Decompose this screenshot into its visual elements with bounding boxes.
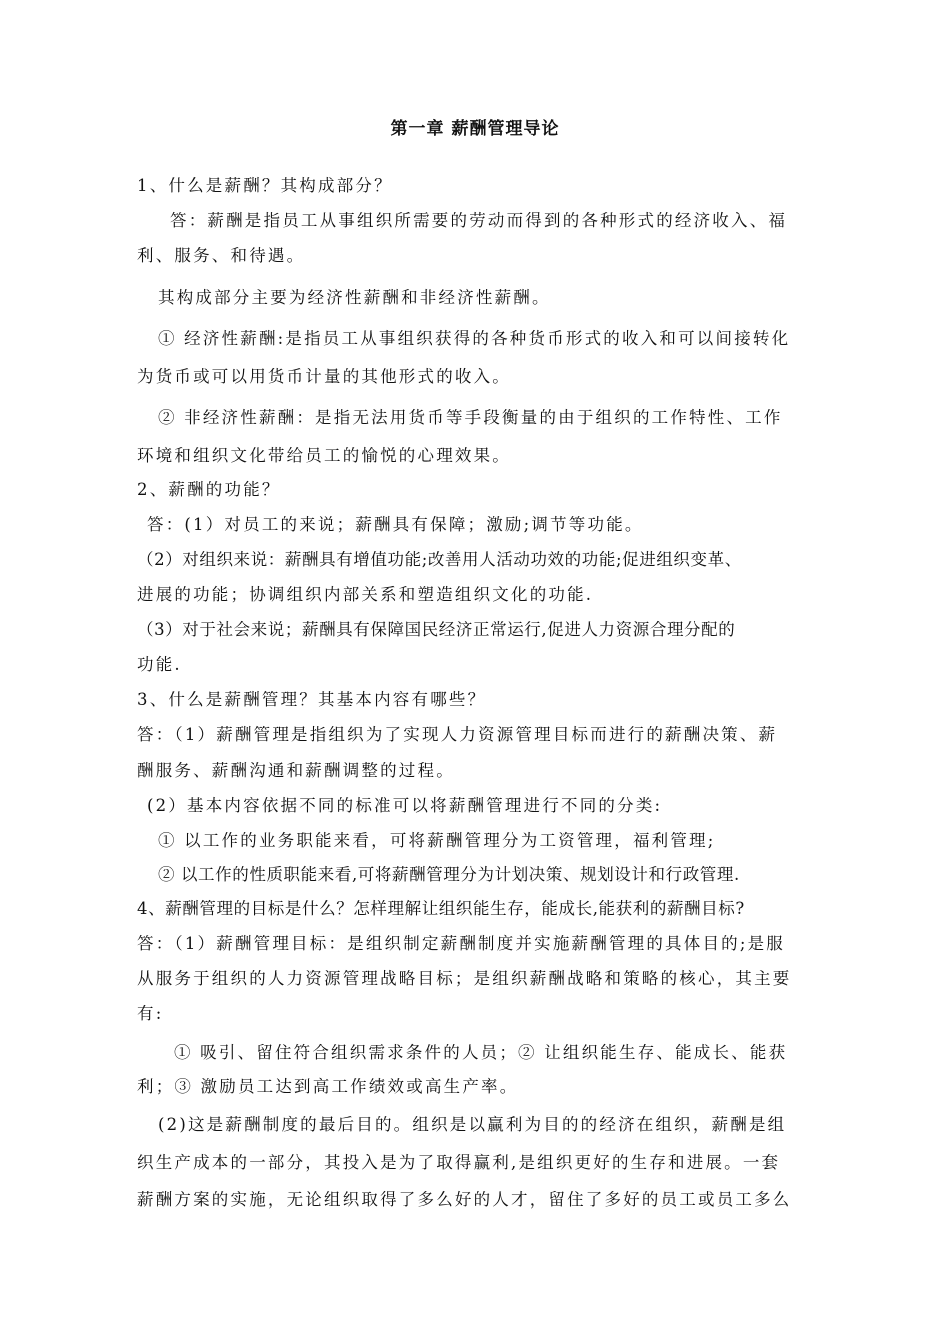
text-line: 进展的功能；协调组织内部关系和塑造组织文化的功能. — [137, 585, 594, 604]
text-line: 3、什么是薪酬管理？其基本内容有哪些？ — [137, 690, 487, 709]
text-line: 从服务于组织的人力资源管理战略目标；是组织薪酬战略和策略的核心，其主要 — [137, 969, 792, 988]
chapter-title: 第一章 薪酬管理导论 — [390, 119, 560, 139]
text-line: ① 以工作的业务职能来看，可将薪酬管理分为工资管理，福利管理; — [158, 831, 716, 850]
text-line: 4、薪酬管理的目标是什么？怎样理解让组织能生存，能成长,能获利的薪酬目标? — [137, 899, 745, 918]
text-line: 利、服务、和待遇。 — [137, 246, 306, 265]
text-line: (2）基本内容依据不同的标准可以将薪酬管理进行不同的分类: — [147, 796, 663, 815]
text-line: ② 非经济性薪酬：是指无法用货币等手段衡量的由于组织的工作特性、工作 — [158, 408, 783, 427]
text-line: 酬服务、薪酬沟通和薪酬调整的过程。 — [137, 761, 455, 780]
text-line: ① 经济性薪酬:是指员工从事组织获得的各种货币形式的收入和可以间接转化 — [158, 329, 791, 348]
text-line: 环境和组织文化带给员工的愉悦的心理效果。 — [137, 446, 511, 465]
text-line: (2)这是薪酬制度的最后目的。组织是以赢利为目的的经济在组织，薪酬是组 — [158, 1115, 787, 1134]
text-line: 答：薪酬是指员工从事组织所需要的劳动而得到的各种形式的经济收入、福 — [170, 211, 788, 230]
text-line: （3）对于社会来说；薪酬具有保障国民经济正常运行,促进人力资源合理分配的 — [137, 620, 736, 639]
text-line: 答：（1）薪酬管理是指组织为了实现人力资源管理目标而进行的薪酬决策、薪 — [137, 725, 778, 744]
text-line: （2）对组织来说：薪酬具有增值功能;改善用人活动功效的功能;促进组织变革、 — [137, 550, 742, 569]
text-line: 1、什么是薪酬？其构成部分？ — [137, 176, 393, 195]
text-line: 织生产成本的一部分，其投入是为了取得赢利,是组织更好的生存和进展。一套 — [137, 1153, 781, 1172]
text-line: 利；③ 激励员工达到高工作绩效或高生产率。 — [137, 1077, 519, 1096]
text-line: 薪酬方案的实施，无论组织取得了多么好的人才，留住了多好的员工或员工多么 — [137, 1190, 792, 1209]
text-line: 为货币或可以用货币计量的其他形式的收入。 — [137, 367, 511, 386]
text-line: 功能. — [137, 655, 182, 674]
text-line: 2、薪酬的功能？ — [137, 480, 281, 499]
text-line: 答：(1）对员工的来说；薪酬具有保障；激励;调节等功能。 — [147, 515, 644, 534]
text-line: 有: — [137, 1004, 164, 1023]
text-line: 答：（1）薪酬管理目标：是组织制定薪酬制度并实施薪酬管理的具体目的;是服 — [137, 934, 786, 953]
text-line: 其构成部分主要为经济性薪酬和非经济性薪酬。 — [158, 288, 551, 307]
text-line: ② 以工作的性质职能来看,可将薪酬管理分为计划决策、规划设计和行政管理. — [158, 865, 740, 884]
text-line: ① 吸引、留住符合组织需求条件的人员；② 让组织能生存、能成长、能获 — [174, 1043, 788, 1062]
